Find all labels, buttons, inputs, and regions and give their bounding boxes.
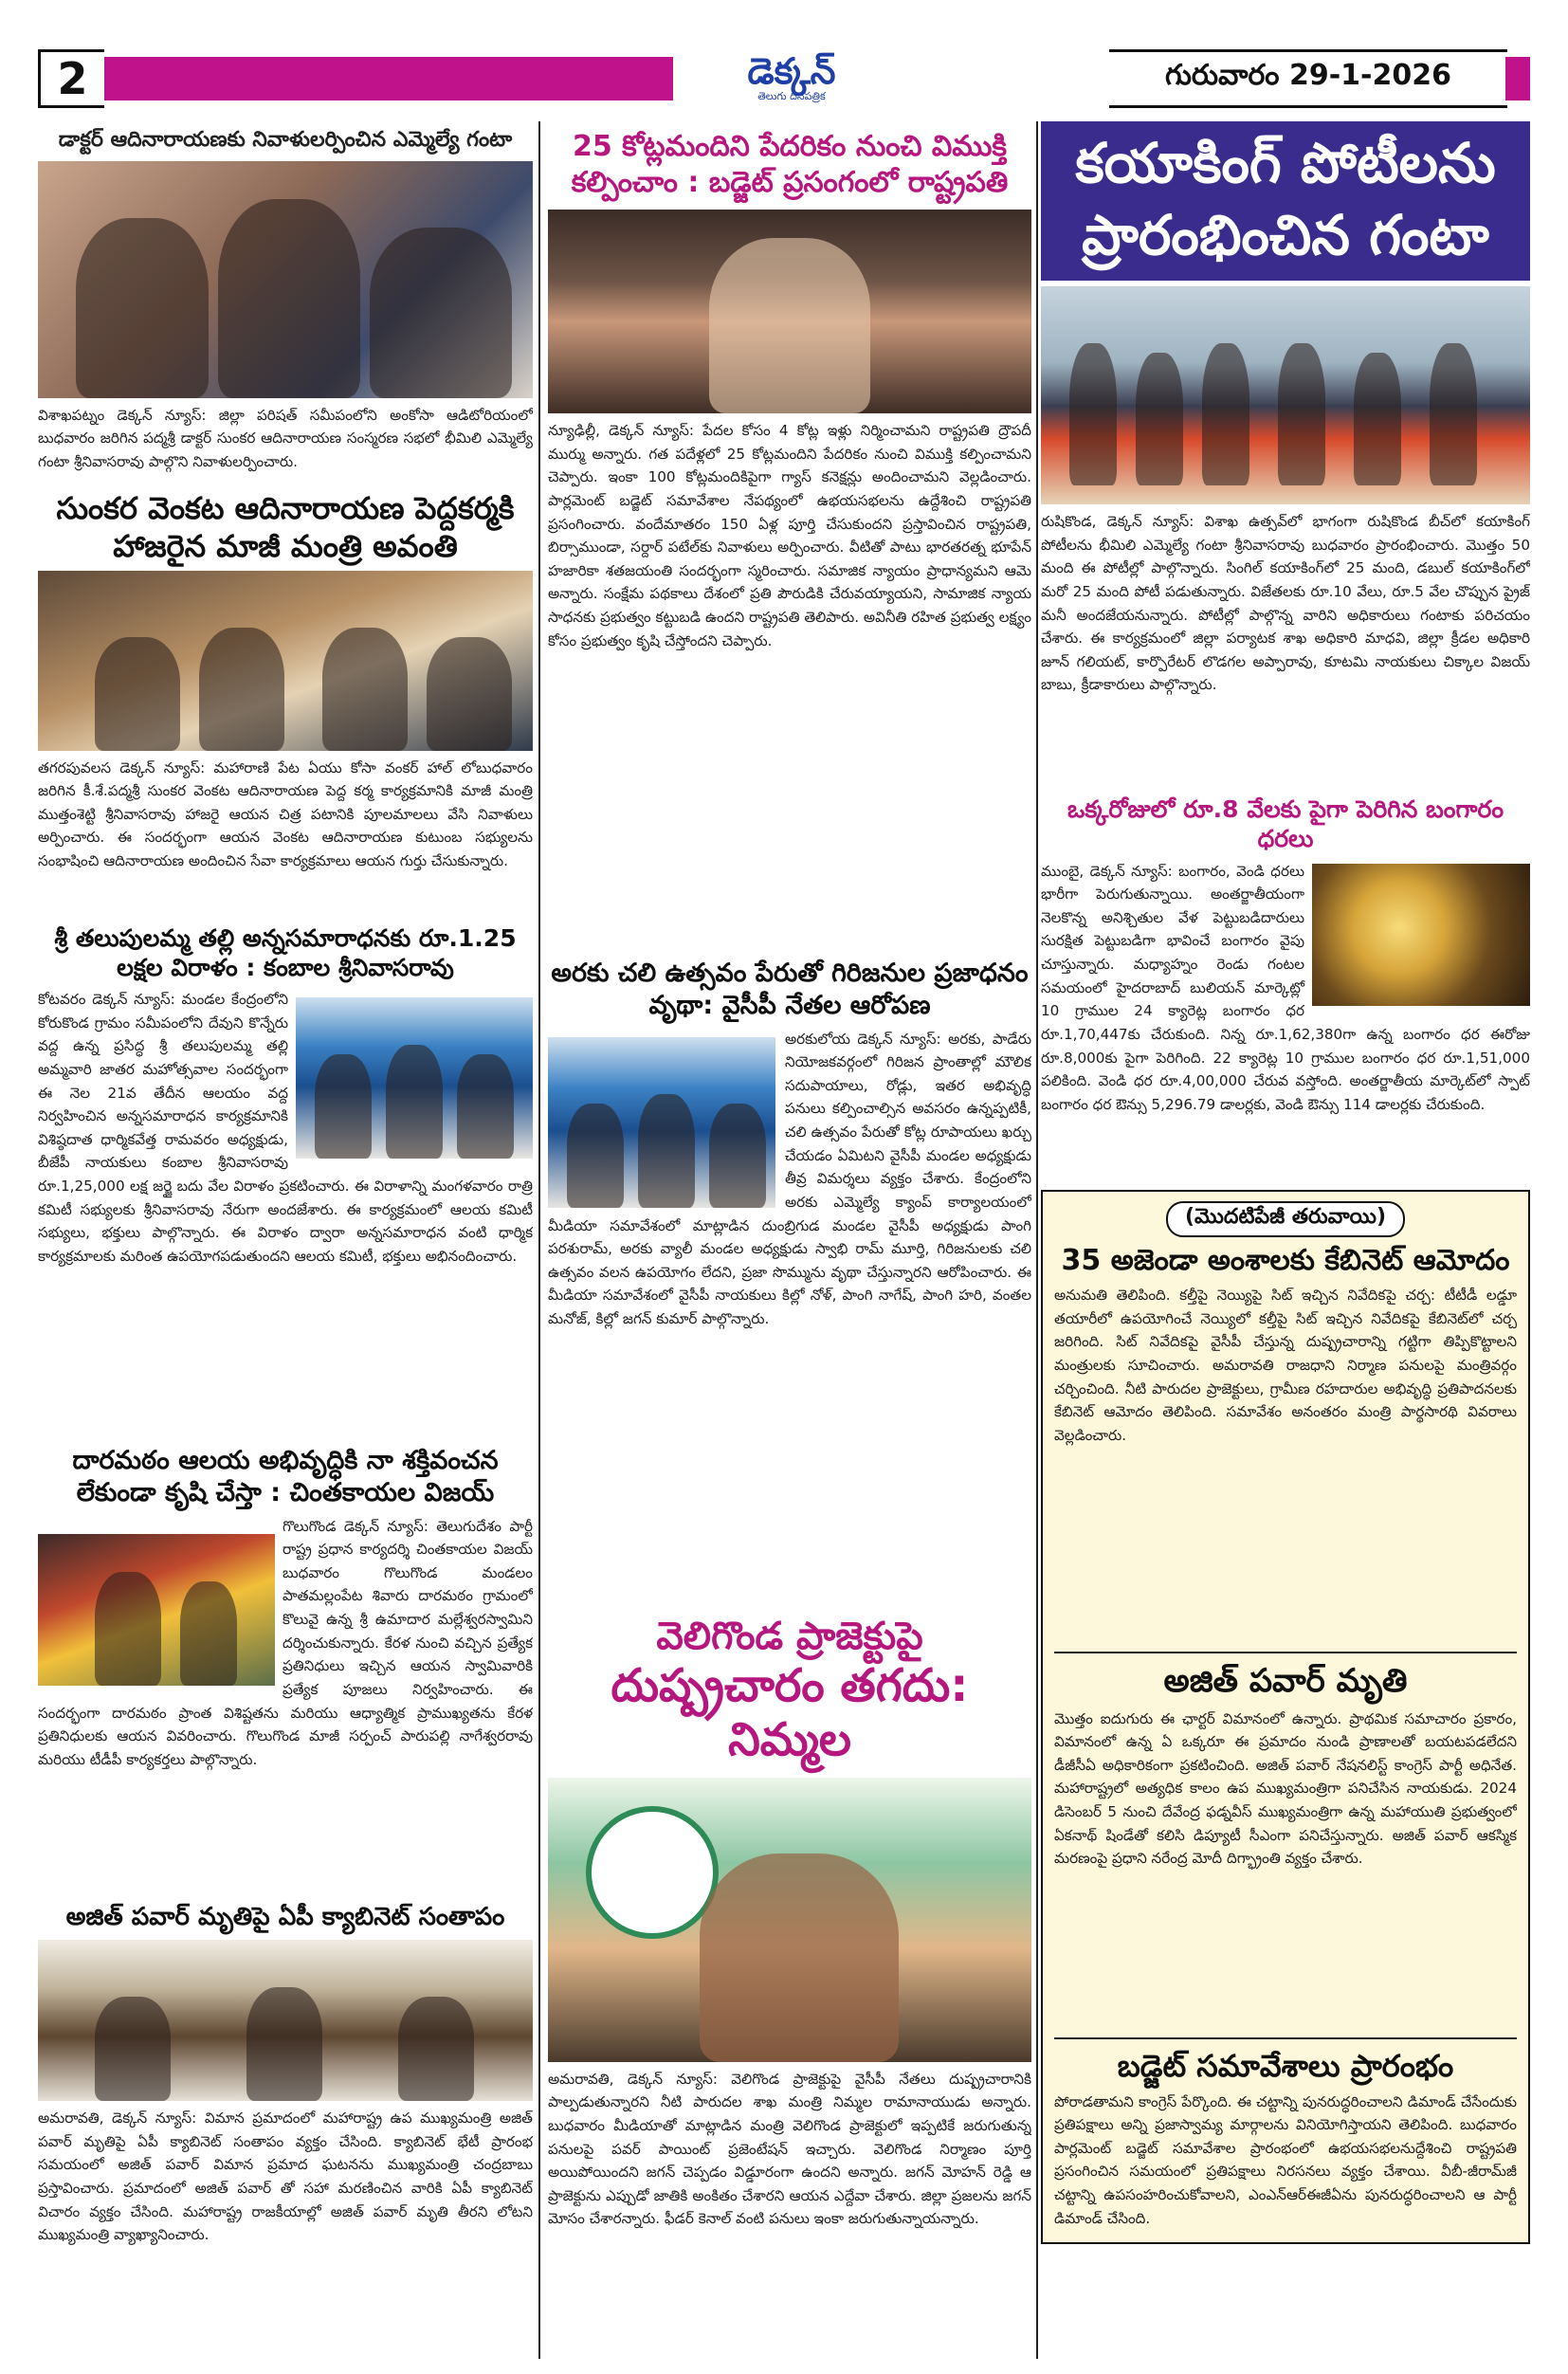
article-7-text: అరకులోయ డెక్కన్ న్యూస్: అరకు, పాడేరు నియోజకవర్గంలో గిరిజన ప్రాంతాల్లో మౌలిక సదుపాయాలు, రోడ్లు, ఇతర అభివృద్ధి పనులు కల్పించాల్సిన అవసరం ఉన్నప్పటికీ, చలి ఉత్సవం పేరుతో కోట్ల రూపాయలు ఖర్చు చేయడం ఏమిటని వైసీపీ మండల అధ్యక్షుడు తీవ్ర విమర్శలు వ్యక్తం చేశారు. కేంద్రంలోని అరకు ఎమ్మెల్యే క్యాంప్ కార్యాలయంలో మీడియా సమావేశంలో మాట్లాడిన దుంబ్రిగుడ మండల వైసీపీ అధ్యక్షుడు పాంగి పరశురామ్, అరకు వ్యాలీ మండల అధ్యక్షుడు స్వాభి రామ్ మూర్తి, గిరిజనులకు చలి ఉత్సవం వలన ఉపయోగం లేదని, ప్రజా సొమ్మును వృథా చేస్తున్నారని ఆరోపించారు. ఈ మీడియా సమావేశంలో వైసీపీ నాయకులు కిల్లో నోళ్, పాంగి నాగేష్, పాంగి హరి, వంతల మనోజ్, కిల్లో జగన్ కుమార్ పాల్గొన్నారు.	[548, 1030, 1031, 1327]
article-2-photo	[38, 571, 533, 751]
column-2	[548, 121, 1031, 2257]
article-9-headline: కయాకింగ్ పోటీలను ప్రారంభించిన గంటా	[1041, 121, 1530, 281]
article-9-photo	[1041, 286, 1530, 504]
article-12-headline: అజిత్ పవార్ మృతి	[1163, 1662, 1408, 1700]
article-6-photo	[548, 210, 1031, 413]
continued-tag: (మొదటిపేజీ తరువాయి)	[1166, 1201, 1405, 1237]
article-3	[38, 988, 533, 1439]
article-1-headline: డాక్టర్ ఆదినారాయణకు నివాళులర్పించిన ఎమ్మెల్యే గంటా	[58, 128, 513, 152]
masthead	[38, 49, 1530, 108]
article-4	[38, 1515, 533, 1894]
article-8-body: అమరావతి, డెక్కన్ న్యూస్: వెలిగొండ ప్రాజెక్టుపై వైసీపీ నేతలు దుష్ప్రచారానికి పాల్పడుతున్నారని నీటి పారుదల శాఖ మంత్రి నిమ్మల రామానాయుడు అన్నారు. బుధవారం మీడియాతో మాట్లాడిన మంత్రి వెలిగొండ ప్రాజెక్టులో ఇప్పటికే జరుగుతున్న పనులపై పవర్ పాయింట్ ప్రజెంటేషన్ ఇచ్చారు. వెలిగొండ నిర్మాణం పూర్తి అయిపోయిందని జగన్ చెప్పడం విడ్డూరంగా ఉందని అన్నారు. జగన్ మోహన్ రెడ్డి ఆ ప్రాజెక్టును ఎప్పుడో జాతికి అంకితం చేశారని ఆయన ఎద్దేవా చేశారు. జిల్లా ప్రజలను జగన్ మోసం చేశారన్నారు. ఫీడర్ కెనాల్ వంటి పనులు ఇంకా జరుగుతున్నాయన్నారు.	[548, 2070, 1031, 2228]
article-11-body: అనుమతి తెలిపింది. కల్తీపై నెయ్యిపై సిట్ ఇచ్చిన నివేదికపై చర్చ: టీటీడీ లడ్డూ తయారీలో ఉపయోగించే నెయ్యిలో కల్తీపై సిట్ ఇచ్చిన నివేదికపై కేబినెట్‌లో చర్చ జరిగింది. సిట్ నివేదికపై వైసీపీ చేస్తున్న దుష్ప్రచారాన్ని గట్టిగా తిప్పికొట్టాలని మంత్రులకు సూచించారు. అమరావతి రాజధాని నిర్మాణ పనులపై మంత్రివర్గం చర్చించింది. నీటి పారుదల ప్రాజెక్టులు, గ్రామీణ రహదారుల అభివృద్ధి ప్రతిపాదనలకు కేబినెట్ ఆమోదం తెలిపింది. సమావేశం అనంతరం మంత్రి పార్థసారథి వివరాలు వెల్లడించారు.	[1054, 1287, 1517, 1444]
article-8-headline-line-2: దుష్ప్రచారం తగదు: నిమ్మల	[611, 1658, 969, 1767]
article-7-photo	[548, 1037, 775, 1208]
article-1-photo	[38, 161, 533, 398]
continuation-box	[1041, 1190, 1530, 2244]
article-10-photo	[1312, 864, 1530, 1006]
article-11-headline: 35 అజెండా అంశాలకు కేబినెట్ ఆమోదం	[1061, 1243, 1510, 1277]
article-12-body: మొత్తం ఐదుగురు ఈ ఛార్టర్ విమానంలో ఉన్నారు. ప్రాథమిక సమాచారం ప్రకారం, విమానంలో ఉన్న ఏ ఒక్కరూ ఈ ప్రమాదం నుండి ప్రాణాలతో బయటపడలేదని డీజీసీఏ అధికారికంగా ప్రకటించింది. అజిత్ పవార్ నేషనలిస్ట్ కాంగ్రెస్ పార్టీ అధినేత. మహారాష్ట్రలో అత్యధిక కాలం ఉప ముఖ్యమంత్రిగా పనిచేసిన నాయకుడు. 2024 డిసెంబర్ 5 నుంచి దేవేంద్ర ఫడ్నవీస్ ముఖ్యమంత్రిగా ఉన్న మహాయుతి ప్రభుత్వంలో ఏకనాథ్ షిండేతో కలిసి డిప్యూటీ సీఎంగా పనిచేస్తున్నారు. అజిత్ పవార్ ఆకస్మిక మరణంపై ప్రధాని నరేంద్ర మోదీ దిగ్భ్రాంతి వ్యక్తం చేశారు.	[1054, 1709, 1517, 1868]
article-10-text: ముంబై, డెక్కన్ న్యూస్: బంగారం, వెండి ధరలు భారీగా పెరుగుతున్నాయి. అంతర్జాతీయంగా నెలకొన్న అనిశ్చితుల వేళ పెట్టుబడిదారులు సురక్షిత పెట్టుబడిగా భావించే బంగారం వైపు చూస్తున్నారు. మధ్యాహ్నం రెండు గంటల సమయంలో హైదరాబాద్ బులియన్ మార్కెట్లో 10 గ్రాముల 24 క్యారెట్ల బంగారం ధర రూ.1,70,447కు చేరుకుంది. నిన్న రూ.1,62,380గా ఉన్న బంగారం ధర ఈరోజు రూ.8,000కు పైగా పెరిగింది. 22 క్యారెట్ల 10 గ్రాముల బంగారం ధర రూ.1,51,000 పలికింది. వెండి ధర రూ.4,00,000 చేరువ వస్తోంది. అంతర్జాతీయ మార్కెట్‌లో స్పాట్ బంగారం ధర ఔన్సు 5,296.79 డాలర్లకు, వెండి ఔన్సు 114 డాలర్లకు చేరుకుంది.	[1041, 862, 1530, 1113]
logo-subtitle: తెలుగు దినపత్రిక	[757, 90, 826, 102]
article-13-headline: బడ్జెట్ సమావేశాలు ప్రారంభం	[1117, 2047, 1454, 2084]
column-1	[38, 121, 533, 2296]
article-2-headline: సుంకర వెంకట ఆదినారాయణ పెద్దకర్మకి హాజరైన మాజీ మంత్రి అవంతి	[56, 489, 515, 564]
logo-text: డెక్కన్	[747, 50, 836, 92]
masthead-bar-right	[1505, 57, 1530, 100]
column-3	[1041, 121, 1530, 2244]
article-10-headline: ఒక్కరోజులో రూ.8 వేలకు పైగా పెరిగిన బంగారం ధరలు	[1067, 795, 1504, 853]
article-9-body: రుషికొండ, డెక్కన్ న్యూస్: విశాఖ ఉత్సవ్‌లో భాగంగా రుషికొండ బీచ్‌లో కయాకింగ్ పోటీలను భీమిలి ఎమ్మెల్యే గంటా శ్రీనివాసరావు బుధవారం ప్రారంభించారు. మొత్తం 50 మంది ఈ పోటీల్లో పాల్గొన్నారు. సింగిల్ కయాకింగ్‌లో 25 మంది, డబుల్ కయాకింగ్‌లో మరో 25 మంది పోటీ పడుతున్నారు. విజేతలకు రూ.10 వేలు, రూ.5 వేల చొప్పున ప్రైజ్ మనీ అందజేయనున్నారు. పోటీల్లో పాల్గొన్న వారిని అధికారులు గంటాకు పరిచయం చేశారు. ఈ కార్యక్రమంలో జిల్లా పర్యాటక శాఖ అధికారి మాధవి, జిల్లా క్రీడల అధికారి జూన్ గలియట్, కార్పొరేటర్ లొడగల అప్పారావు, కూటమి నాయకులు చిక్కాల విజయ్ బాబు, క్రీడాకారులు పాల్గొన్నారు.	[1041, 513, 1530, 694]
page-number: 2	[38, 49, 104, 108]
article-5-headline: అజిత్ పవార్ మృతిపై ఏపీ క్యాబినెట్ సంతాపం	[65, 1902, 505, 1931]
article-3-text: కోటవరం డెక్కన్ న్యూస్: మండల కేంద్రంలోని కోరుకొండ గ్రామం సమీపంలోని దేవుని కొన్నేరు వద్ద ఉన్న ప్రసిద్ధ శ్రీ తలుపులమ్మ తల్లి అమ్మవారి జాతర మహోత్సవాల సందర్భంగా ఈ నెల 21వ తేదీన ఆలయం వద్ద నిర్వహించిన అన్నసమారాధన కార్యక్రమానికి విశిష్ఠదాత ధార్మికవేత్త రామవరం అధ్యక్షుడు, బీజేపీ నాయకులు కంబాల శ్రీనివాసరావు రూ.1,25,000 లక్ష జర్జై బదు వేల విరాళం ప్రకటించారు. ఈ విరాళాన్ని మంగళవారం రాత్రి కమిటీ సభ్యులకు శ్రీనివాసరావు నేరుగా అందజేశారు. ఈ కార్యక్రమంలో ఆలయ కమిటీ సభ్యులు, భక్తులు పాల్గొన్నారు. ఈ విరాళం ద్వారా అన్నసమారాధన వంటి ధార్మిక కార్యక్రమాలకు మరింత ఉపయోగపడుతుందని ఆలయ కమిటీ, భక్తులు అభినందించారు.	[38, 991, 533, 1265]
article-2-body: తగరపువలస డెక్కన్ న్యూస్: మహారాణి పేట ఏయు కోసా వంకర్ హాల్ లోబుధవారం జరిగిన కీ.శే.పద్మశ్రీ సుంకర వెంకట ఆదినారాయణ పెద్ద కర్మ కార్యక్రమానికి మాజీ మంత్రి ముత్తంశెట్టి శ్రీనివాసరావు హాజరై ఆయన చిత్ర పటానికి పూలమాలలు వేసి నివాళులు అర్పించారు. ఈ సందర్భంగా ఆయన వెంకట ఆదినారాయణ కుటుంబ సభ్యులను సంభాషించి ఆదినారాయణ అందించిన సేవా కార్యక్రమాలు ఆయన గుర్తు చేసుకున్నారు.	[38, 758, 533, 869]
article-6-headline: 25 కోట్లమందిని పేదరికం నుంచి విముక్తి కల్పించాం : బడ్జెట్ ప్రసంగంలో రాష్ట్రపతి	[571, 130, 1009, 199]
masthead-bar-left	[104, 57, 673, 100]
article-8-photo	[548, 1778, 1031, 2062]
column-divider	[1036, 121, 1038, 2359]
article-4-text: గొలుగొండ డెక్కన్ న్యూస్: తెలుగుదేశం పార్టీ రాష్ట్ర ప్రధాన కార్యదర్శి చింతకాయల విజయ్ బుధవారం గొలుగొండ మండలం పాతమల్లంపేట శివారు దారమఠం గ్రామంలో కొలువై ఉన్న శ్రీ ఉమాదార మల్లేశ్వరస్వామిని దర్శించుకున్నారు. కేరళ నుంచి వచ్చిన ప్రత్యేక ప్రతినిధులు ఇచ్చిన ఆయన స్వామివారికి ప్రత్యేక పూజలు నిర్వహించారు. ఈ సందర్భంగా దారమఠం ప్రాంత విశిష్టతను మరియు ఆధ్యాత్మిక ప్రాముఖ్యతను కేరళ ప్రతినిధులకు ఆయన వివరించారు. గొలుగొండ మాజీ సర్పంచ్ పారుపల్లి నాగేశ్వరరావు మరియు టీడీపీ కార్యకర్తలు పాల్గొన్నారు.	[38, 1517, 533, 1768]
article-1-body: విశాఖపట్నం డెక్కన్ న్యూస్: జిల్లా పరిషత్ సమీపంలోని అంకోసా ఆడిటోరియంలో బుధవారం జరిగిన పద్మశ్రీ డాక్టర్ సుంకర ఆదినారాయణ సంస్మరణ సభలో భీమిలి ఎమ్మెల్యే గంటా శ్రీనివాసరావు పాల్గొని నివాళులర్పించారు.	[38, 406, 533, 470]
issue-date: గురువారం 29-1-2026	[1109, 49, 1507, 108]
article-8-headline-line-1: వెలిగొండ ప్రాజెక్టుపై	[656, 1614, 923, 1658]
article-4-headline: దారమఠం ఆలయ అభివృద్ధికి నా శక్తివంచన లేకుండా కృషి చేస్తా : చింతకాయల విజయ్	[72, 1446, 499, 1507]
article-5-photo	[38, 1940, 533, 2101]
article-3-photo	[296, 997, 533, 1159]
article-7-headline: అరకు చలి ఉత్సవం పేరుతో గిరిజనుల ప్రజాధనం వృథా: వైసీపీ నేతల ఆరోపణ	[551, 959, 1029, 1020]
article-4-photo	[38, 1534, 275, 1686]
column-divider	[538, 121, 540, 2359]
article-5-body: అమరావతి, డెక్కన్ న్యూస్: విమాన ప్రమాదంలో మహారాష్ట్ర ఉప ముఖ్యమంత్రి అజిత్ పవార్ మృతిపై ఏపీ క్యాబినెట్ సంతాపం వ్యక్తం చేసింది. క్యాబినెట్ భేటీ ప్రారంభ సమయంలో అజిత్ పవార్ విమాన ప్రమాద ఘటనను ముఖ్యమంత్రి చంద్రబాబు ప్రస్తావించారు. ప్రమాదంలో అజిత్ పవార్ తో సహా మరణించిన వారికి ఏపీ క్యాబినెట్ విచారం వ్యక్తం చేసింది. మహారాష్ట్ర రాజకీయాల్లో అజిత్ పవార్ మృతి తీరని లోటని ముఖ్యమంత్రి వ్యాఖ్యానించారు.	[38, 2109, 533, 2244]
article-6-body: న్యూఢిల్లీ, డెక్కన్ న్యూస్: పేదల కోసం 4 కోట్ల ఇళ్లు నిర్మించామని రాష్ట్రపతి ద్రౌపదీ ముర్ము అన్నారు. గత పదేళ్లలో 25 కోట్లమందిని పేదరికం నుంచి విముక్తి కల్పించామని చెప్పారు. ఇంకా 100 కోట్లమందికిపైగా గ్యాస్ కనెక్షన్లు అందించామని వెల్లడించారు. పార్లమెంట్ బడ్జెట్ సమావేశాల నేపథ్యంలో ఉభయసభలను ఉద్దేశించి రాష్ట్రపతి ప్రసంగించారు. వందేమాతరం 150 ఏళ్ల పూర్తి చేసుకుందని ప్రస్తావించిన రాష్ట్రపతి, బిర్సాముండా, సర్దార్ పటేల్‌కు నివాళులు అర్పించారు. వీటితో పాటు భారతరత్న భూపేన్ హజారికా శతజయంతి సందర్భంగా స్మరించారు. సమాజిక న్యాయం ప్రాధాన్యమని ఆమె అన్నారు. సంక్షేమ పథకాలు దేశంలో ప్రతి పౌరుడికి చేరువయ్యాయని, సామాజిక న్యాయ సాధనకు ప్రభుత్వం కట్టుబడి ఉందని రాష్ట్రపతి తెలిపారు. అవినీతి రహిత ప్రభుత్వ లక్ష్యం కోసం ప్రభుత్వం కృషి చేస్తోందని చెప్పారు.	[548, 422, 1031, 649]
newspaper-logo	[678, 49, 905, 108]
article-3-headline: శ్రీ తలుపులమ్మ తల్లి అన్నసమారాధనకు రూ.1.25 లక్షల విరాళం : కంబాల శ్రీనివాసరావు	[54, 923, 517, 981]
article-10	[1041, 860, 1530, 1182]
article-13-body: పోరాడతామని కాంగ్రెస్ పేర్కొంది. ఈ చట్టాన్ని పునరుద్ధరించాలని డిమాండ్ చేసేందుకు ప్రతిపక్షాలు అన్ని ప్రజాస్వామ్య మార్గాలను వినియోగిస్తాయని తెలిపింది. బుధవారం పార్లమెంట్ బడ్జెట్ సమావేశాల ప్రారంభంలో ఉభయసభలనుద్దేశించి రాష్ట్రపతి ప్రసంగించిన సమయంలో ప్రతిపక్షాలు నిరసనలు వ్యక్తం చేశాయి. వీబీ-జీరామ్‌జీ చట్టాన్ని ఉపసంహరించుకోవాలని, ఎంఎన్‌ఆర్‌ఈజీఏను పునరుద్ధరించాలని ఆ పార్టీ డిమాండ్ చేసింది.	[1054, 2092, 1517, 2227]
article-7	[548, 1028, 1031, 1597]
